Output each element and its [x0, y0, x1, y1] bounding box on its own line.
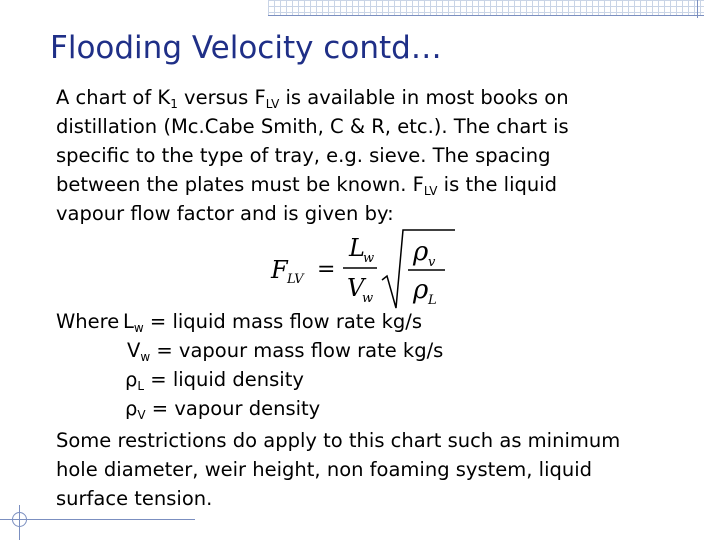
- definition-text: = vapour mass flow rate kg/s: [150, 339, 444, 362]
- rho-denominator: ρ: [413, 275, 429, 305]
- symbol: ρ: [125, 397, 138, 420]
- definition-vapour-flow: [127, 339, 443, 362]
- bottom-horizontal-rule: [0, 519, 195, 520]
- text: is the liquid: [437, 173, 558, 196]
- corner-circle-decoration: [12, 512, 27, 527]
- definition-text: = vapour density: [145, 397, 321, 420]
- subscript: w: [133, 321, 144, 335]
- definition-vapour-density: [125, 397, 320, 420]
- subscript: w: [140, 350, 151, 364]
- flv-formula: [265, 226, 465, 314]
- subscript: LV: [423, 184, 438, 198]
- intro-line-4: [56, 170, 557, 202]
- closing-line-1: Some restrictions do apply to this chart such as minimum: [56, 429, 621, 452]
- header-grid-decoration: [268, 0, 704, 16]
- intro-line-1: [56, 83, 569, 115]
- symbol: V: [127, 339, 141, 362]
- formula-lhs-subscript: LV: [287, 272, 304, 287]
- intro-line-3: specific to the type of tray, e.g. sieve. The spacing: [56, 144, 551, 167]
- text: is available in most books on: [279, 86, 569, 109]
- rho-numerator: ρ: [413, 237, 429, 267]
- subscript: LV: [265, 97, 280, 111]
- formula-numerator: L: [349, 234, 365, 262]
- symbol: L: [123, 310, 134, 333]
- definition-text: = liquid density: [144, 368, 304, 391]
- text: A chart of K: [56, 86, 171, 109]
- closing-line-2: hole diameter, weir height, non foaming system, liquid: [56, 458, 593, 481]
- subscript: L: [137, 379, 145, 393]
- text: between the plates must be known. F: [56, 173, 424, 196]
- rho-numerator-subscript: v: [428, 255, 436, 270]
- subscript: V: [137, 408, 146, 422]
- intro-line-5: vapour flow factor and is given by:: [56, 202, 394, 225]
- subscript: 1: [170, 97, 178, 111]
- closing-line-3: surface tension.: [56, 487, 213, 510]
- right-vertical-rule: [697, 0, 698, 18]
- slide-title: Flooding Velocity contd…: [50, 30, 442, 66]
- where-label: Where: [56, 310, 120, 333]
- formula-numerator-subscript: w: [363, 251, 375, 266]
- text: versus F: [177, 86, 266, 109]
- definition-liquid-density: [125, 368, 304, 391]
- formula-equals: =: [317, 257, 336, 282]
- definition-liquid-flow: [123, 310, 422, 333]
- definition-text: = liquid mass flow rate kg/s: [143, 310, 423, 333]
- intro-line-2: distillation (Mc.Cabe Smith, C & R, etc.). The chart is: [56, 115, 569, 138]
- top-horizontal-rule: [268, 15, 704, 16]
- rho-denominator-subscript: L: [428, 293, 437, 308]
- formula-denominator-subscript: w: [362, 291, 374, 306]
- symbol: ρ: [125, 368, 138, 391]
- formula-denominator: V: [347, 274, 365, 302]
- formula-lhs: F: [271, 256, 288, 284]
